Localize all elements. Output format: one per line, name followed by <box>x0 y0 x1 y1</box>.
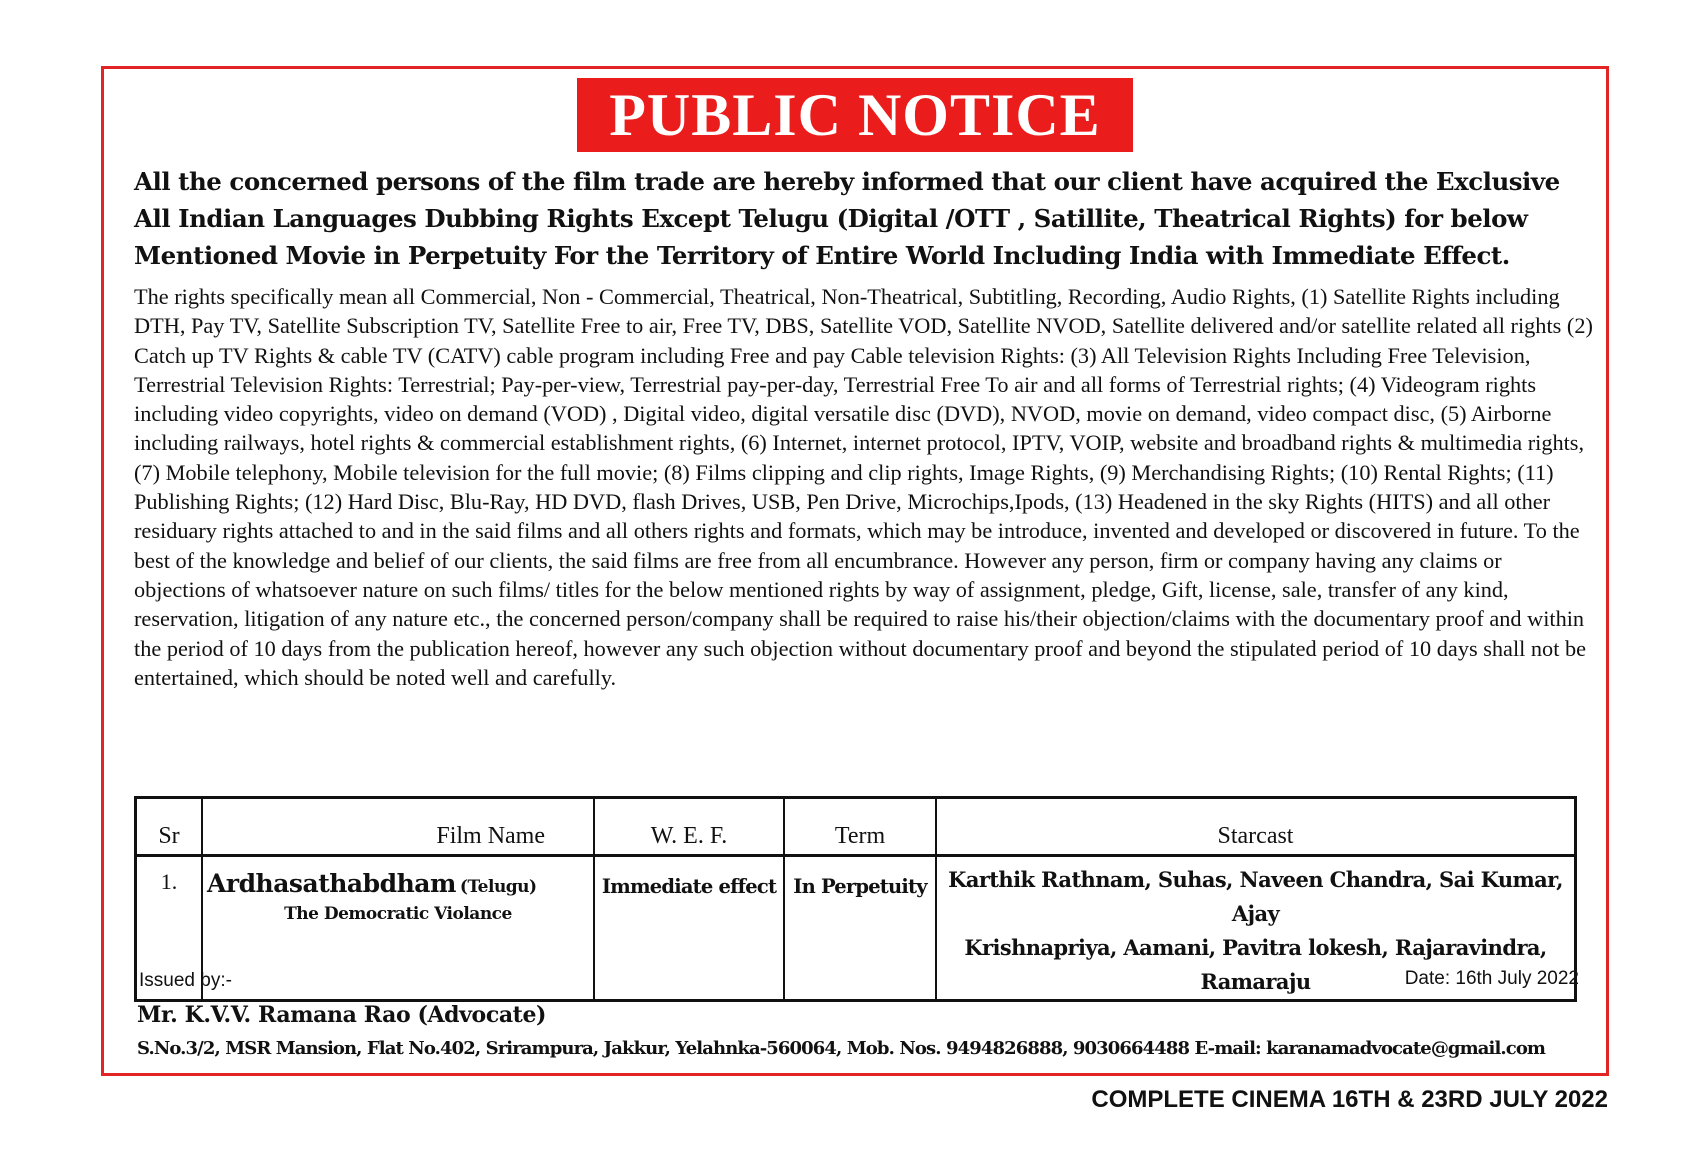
notice-rights-paragraph: The rights specifically mean all Commercial, Non - Commercial, Theatrical, Non-Theatrical, Subtitling, Recording, Audio Rights, (1) Satellite Rights including DTH, Pay TV, Satellite Subscription TV, Satellite Free to air, Free TV, DBS, Satellite VOD, Satellite NVOD, Satellite delivered and/or satellite related all rights (2) Catch up TV Rights & cable TV (CATV) cable program including Free and pay Cable television Rights: (3) All Television Rights Including Free Television, Terrestrial Television Rights: Terrestrial; Pay-per-view, Terrestrial pay-per-day, Terrestrial Free To air and all forms of Terrestrial rights; (4) Videogram rights including video copyrights, video on demand (VOD) , Digital video, digital versatile disc (DVD), NVOD, movie on demand, video compact disc, (5) Airborne including railways, hotel rights & commercial establishment rights, (6) Internet, internet protocol, IPTV, VOIP, website and broadband rights & multimedia rights, (7) Mobile telephony, Mobile television for the full movie; (8) Films clipping and clip rights, Image Rights, (9) Merchandising Rights; (10) Rental Rights; (11) Publishing Rights; (12) Hard Disc, Blu-Ray, HD DVD, flash Drives, USB, Pen Drive, Microchips,Ipods, (13) Headened in the sky Rights (HITS) and all other residuary rights attached to and in the said films and all others rights and formats, which may be introduce, invented and developed or discovered in future. To the best of the knowledge and belief of our clients, the said films are free from all encumbrance. However any person, firm or company having any claims or objections of whatsoever nature on such films/ titles for the below mentioned rights by way of assignment, pledge, Gift, license, sale, transfer of any kind, reservation, litigation of any nature etc., the concerned person/company shall be required to raise his/their objection/claims with the documentary proof and within the period of 10 days from the publication hereof, however any such objection without documentary proof and beyond the stipulated period of 10 days shall not be entertained, which should be noted well and carefully. <box>134 284 1593 690</box>
cell-film <box>202 856 594 1001</box>
film-language: (Telugu) <box>459 877 537 897</box>
header-sr: Sr <box>136 798 203 856</box>
notice-title: PUBLIC NOTICE <box>609 81 1101 148</box>
table-row <box>136 856 1576 1001</box>
notice-lead-paragraph: All the concerned persons of the film trade are hereby informed that our client have acquired the Exclusive All Indian Languages Dubbing Rights Except Telugu (Digital /OTT , Satillite, Theatrical Rights) for below Mentioned Movie in Perpetuity For the Territory of Entire World Including India with Immediate Effect. <box>134 167 1560 270</box>
issued-by-label: Issued by:- <box>139 970 232 991</box>
wef-value: Immediate effect <box>601 875 777 898</box>
notice-date: Date: 16th July 2022 <box>1404 968 1579 989</box>
advocate-name: Mr. K.V.V. Ramana Rao (Advocate) <box>137 1002 547 1028</box>
table-header-row <box>136 798 1576 856</box>
header-film-name: Film Name <box>202 798 594 856</box>
publication-line: COMPLETE CINEMA 16TH & 23RD JULY 2022 <box>1091 1086 1608 1113</box>
film-subtitle: The Democratic Violance <box>284 904 512 924</box>
header-wef: W. E. F. <box>594 798 784 856</box>
starcast-line-2: Krishnapriya, Aamani, Pavitra lokesh, Rajaravindra, Ramaraju <box>964 935 1547 994</box>
header-starcast: Starcast <box>936 798 1576 856</box>
film-name: Ardhasathabdham <box>207 869 456 898</box>
film-rights-table <box>134 796 1577 1002</box>
header-term: Term <box>784 798 936 856</box>
cell-wef <box>594 856 784 1001</box>
cell-term <box>784 856 936 1001</box>
advocate-address: S.No.3/2, MSR Mansion, Flat No.402, Srirampura, Jakkur, Yelahnka-560064, Mob. Nos. 9494826888, 9030664488 E-mail: karanamadvocate@gmail.com <box>137 1038 1546 1059</box>
film-title-line <box>207 869 589 898</box>
starcast-line-1: Karthik Rathnam, Suhas, Naveen Chandra, Sai Kumar, Ajay <box>948 867 1563 926</box>
cell-sr: 1. <box>136 856 203 1001</box>
notice-title-banner <box>577 78 1133 152</box>
term-value: In Perpetuity <box>793 875 927 898</box>
